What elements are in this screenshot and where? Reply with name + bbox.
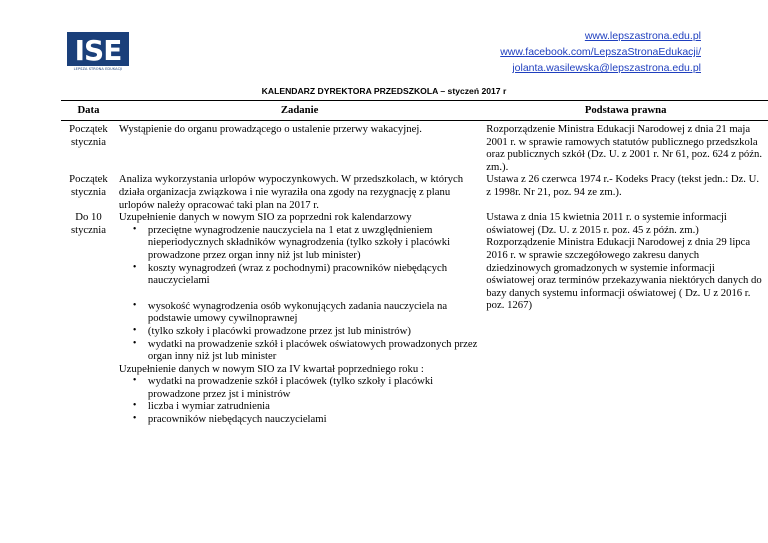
logo-text: ISE bbox=[74, 34, 122, 67]
row-law bbox=[483, 211, 768, 426]
table-row bbox=[61, 173, 768, 211]
row-task bbox=[116, 121, 483, 174]
calendar-table bbox=[61, 100, 768, 426]
header-law: Podstawa prawna bbox=[483, 101, 768, 121]
law-text: Ustawa z 26 czerwca 1974 r.- Kodeks Pracy (tekst jedn.: Dz. U. z 1998r. Nr 21, poz. 94 ze zm.). bbox=[486, 173, 760, 198]
table-row bbox=[61, 211, 768, 426]
website-link[interactable]: www.lepszastrona.edu.pl bbox=[584, 30, 701, 42]
list-item: • koszty wynagrodzeń (wraz z pochodnymi) pracowników niebędących nauczycielami bbox=[148, 262, 480, 287]
facebook-link[interactable]: www.facebook.com/LepszaStronaEdukacji/ bbox=[500, 46, 701, 58]
row-date bbox=[61, 121, 116, 174]
list-item: • (tylko szkoły i placówki prowadzone przez jst lub ministrów) bbox=[148, 325, 480, 338]
list-item: • wydatki na prowadzenie szkół i placówek (tylko szkoły i placówki prowadzone przez jst i ministrów bbox=[148, 375, 480, 400]
logo-subtitle: LEPSZA STRONA EDUKACJI bbox=[73, 67, 123, 71]
row-date bbox=[61, 211, 116, 426]
task-intro: Uzupełnienie danych w nowym SIO za IV kwartał poprzedniego roku : bbox=[118, 362, 424, 375]
email-link[interactable]: jolanta.wasilewska@lepszastrona.edu.pl bbox=[512, 62, 701, 74]
task-bullet-list bbox=[119, 375, 480, 425]
list-item: • wydatki na prowadzenie szkół i placówek oświatowych prowadzonych przez organ inny niż jst lub minister bbox=[148, 338, 480, 363]
row-task bbox=[116, 173, 483, 211]
task-text: Wystąpienie do organu prowadzącego o ustalenie przerwy wakacyjnej. bbox=[118, 123, 422, 135]
law-text: Rozporządzenie Ministra Edukacji Narodowej z dnia 21 maja 2001 r. w sprawie ramowych statutów publicznego przedszkola oraz publicznych szkół (Dz. U. z 2001 r. Nr 61, poz. 624 z późn. zm.). bbox=[486, 123, 763, 173]
law-text: Rozporządzenie Ministra Edukacji Narodowej z dnia 29 lipca 2016 r. w sprawie szczegółowego zakresu danych dziedzinowych gromadzonych w systemie informacji oświatowej oraz terminów przekazywania niektórych danych do bazy danych systemu informacji oświatowej ( Dz. U z 2016 r. poz. 1267) bbox=[486, 236, 762, 312]
list-item: • pracowników niebędących nauczycielami bbox=[148, 413, 480, 426]
row-task bbox=[116, 211, 483, 426]
header-task: Zadanie bbox=[116, 101, 483, 121]
header-links bbox=[500, 28, 701, 76]
row-date bbox=[61, 173, 116, 211]
table-header-row bbox=[61, 101, 768, 121]
task-intro: Uzupełnienie danych w nowym SIO za poprzedni rok kalendarzowy bbox=[118, 211, 412, 224]
date-line: stycznia bbox=[70, 223, 106, 236]
row-law bbox=[483, 173, 768, 211]
date-line: Początek bbox=[69, 173, 108, 186]
document-title: KALENDARZ DYREKTORA PRZEDSZKOLA – styczeń 2017 r bbox=[261, 86, 507, 96]
list-item: • przeciętne wynagrodzenie nauczyciela na 1 etat z uwzględnieniem nieperiodycznych składników wynagrodzenia (tylko szkoły i placówki prowadzone przez organ inny niż jst lub minister) bbox=[148, 224, 480, 262]
table-row bbox=[61, 121, 768, 174]
header-date: Data bbox=[61, 101, 116, 121]
list-item: • wysokość wynagrodzenia osób wykonujących zadania nauczyciela na podstawie umowy cywilnoprawnej bbox=[148, 300, 480, 325]
date-line: stycznia bbox=[70, 135, 106, 148]
date-line: Do 10 bbox=[75, 211, 102, 224]
law-text: Ustawa z dnia 15 kwietnia 2011 r. o systemie informacji oświatowej (Dz. U. z 2015 r. poz. 45 z późn. zm.) bbox=[486, 211, 727, 236]
date-line: stycznia bbox=[70, 185, 106, 198]
row-law bbox=[483, 121, 768, 174]
list-item: • liczba i wymiar zatrudnienia bbox=[148, 400, 480, 413]
task-bullet-list bbox=[119, 300, 480, 363]
date-line: Początek bbox=[69, 123, 108, 135]
task-bullet-list bbox=[119, 224, 480, 287]
task-text: Analiza wykorzystania urlopów wypoczynkowych. W przedszkolach, w których działa organizacja związkowa i nie wyraziła ona zgody na rezygnację z planu urlopów należy opracować taki plan na 2017 r. bbox=[118, 173, 464, 211]
